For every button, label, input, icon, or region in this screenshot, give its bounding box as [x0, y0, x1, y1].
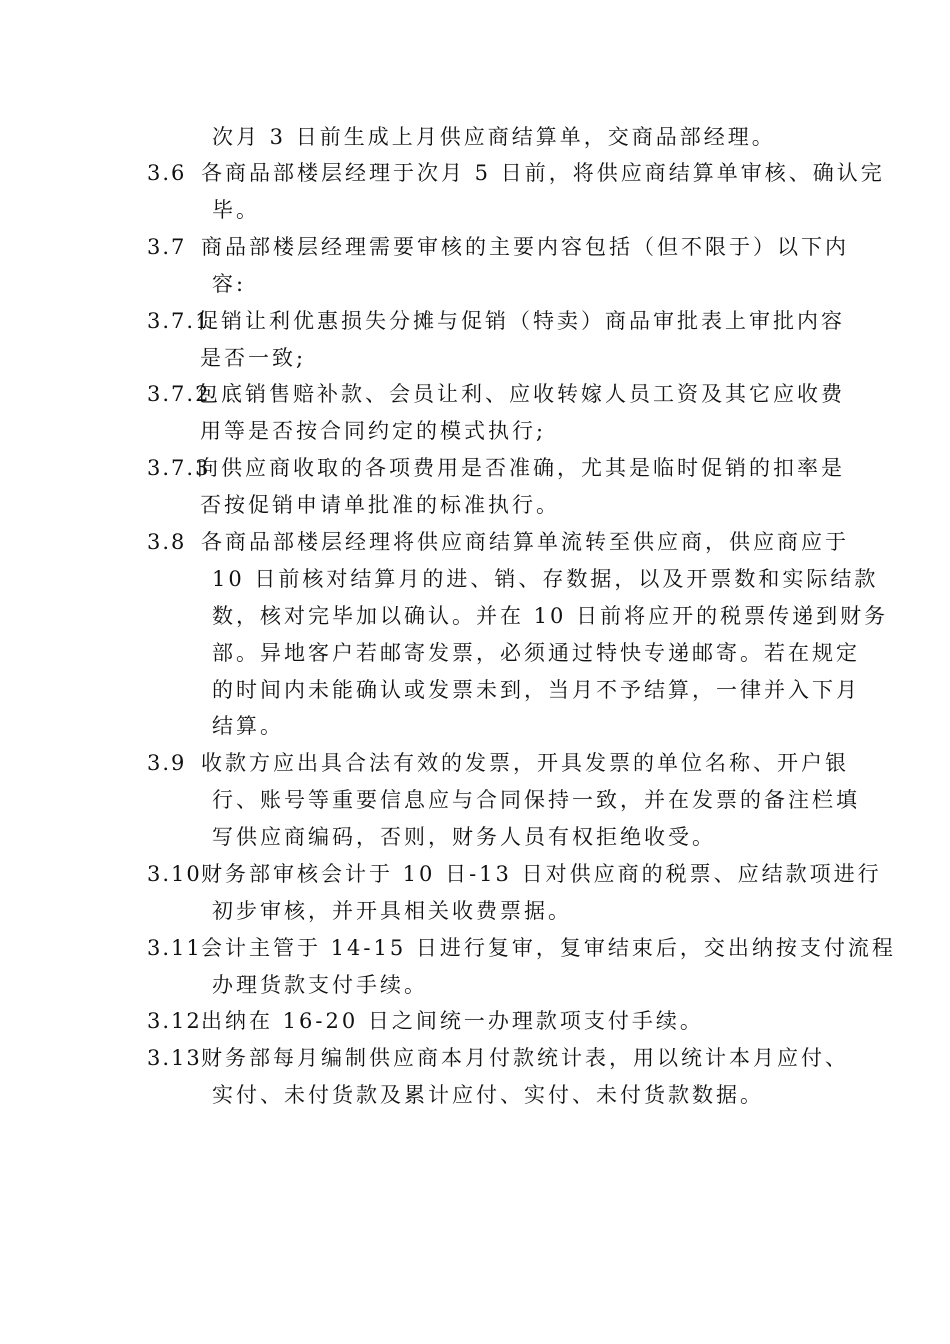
line-text: 商品部楼层经理需要审核的主要内容包括（但不限于）以下内: [201, 235, 849, 259]
line-text: 财务部审核会计于 10 日-13 日对供应商的税票、应结款项进行: [201, 862, 882, 886]
clause-number: 3.7.2: [147, 382, 211, 406]
line-text: 数，核对完毕加以确认。并在 10 日前将应开的税票传递到财务: [212, 604, 889, 628]
line-text: 毕。: [212, 198, 260, 222]
line-text: 部。异地客户若邮寄发票，必须通过特快专递邮寄。若在规定: [212, 641, 860, 665]
line-text: 次月 3 日前生成上月供应商结算单，交商品部经理。: [212, 125, 776, 149]
text-line: [212, 274, 246, 295]
clause-3-6: [147, 163, 885, 184]
line-text: 会计主管于 14-15 日进行复审，复审结束后，交出纳按支付流程: [201, 936, 896, 960]
clause-number: 3.7.1: [147, 309, 211, 333]
clause-3-8: [147, 532, 849, 553]
line-text: 写供应商编码，否则，财务人员有权拒绝收受。: [212, 825, 716, 849]
text-line: [212, 569, 878, 590]
text-line: [212, 975, 428, 996]
clause-number: 3.10: [147, 862, 202, 886]
text-line: [212, 606, 888, 627]
text-line: [212, 1085, 764, 1106]
line-text: 容:: [212, 272, 247, 296]
line-text: 收款方应出具合法有效的发票，开具发票的单位名称、开户银: [201, 751, 849, 775]
clause-number: 3.12: [147, 1009, 202, 1033]
clause-3-12: [147, 1011, 704, 1032]
clause-3-7: [147, 237, 849, 258]
line-text: 包底销售赔补款、会员让利、应收转嫁人员工资及其它应收费: [197, 382, 845, 406]
line-text: 办理货款支付手续。: [212, 973, 428, 997]
text-line: [212, 643, 860, 664]
line-text: 各商品部楼层经理于次月 5 日前，将供应商结算单审核、确认完: [201, 161, 885, 185]
clause-3-7-2: [147, 384, 845, 405]
clause-3-10: [147, 864, 882, 885]
clause-number: 3.7.3: [147, 456, 211, 480]
text-line: [212, 200, 260, 221]
clause-3-7-3: [147, 458, 845, 479]
text-line: [200, 421, 546, 442]
text-line: [200, 348, 306, 369]
text-line: [212, 127, 776, 148]
line-text: 促销让利优惠损失分摊与促销（特卖）商品审批表上审批内容: [197, 309, 845, 333]
text-line: [200, 495, 560, 516]
clause-number: 3.8: [147, 530, 187, 554]
line-text: 否按促销申请单批准的标准执行。: [200, 493, 560, 517]
line-text: 实付、未付货款及累计应付、实付、未付货款数据。: [212, 1083, 764, 1107]
clause-number: 3.11: [147, 936, 202, 960]
text-line: [212, 827, 716, 848]
clause-number: 3.9: [147, 751, 187, 775]
clause-3-13: [147, 1048, 849, 1069]
line-text: 10 日前核对结算月的进、销、存数据，以及开票数和实际结款: [212, 567, 879, 591]
clause-3-9: [147, 753, 849, 774]
line-text: 财务部每月编制供应商本月付款统计表，用以统计本月应付、: [201, 1046, 849, 1070]
clause-number: 3.13: [147, 1046, 202, 1070]
line-text: 初步审核，并开具相关收费票据。: [212, 899, 572, 923]
line-text: 行、账号等重要信息应与合同保持一致，并在发票的备注栏填: [212, 788, 860, 812]
line-text: 向供应商收取的各项费用是否准确，尤其是临时促销的扣率是: [197, 456, 845, 480]
line-text: 结算。: [212, 714, 284, 738]
line-text: 的时间内未能确认或发票未到，当月不予结算，一律并入下月: [212, 678, 860, 702]
text-line: [212, 716, 284, 737]
clause-3-7-1: [147, 311, 845, 332]
line-text: 各商品部楼层经理将供应商结算单流转至供应商，供应商应于: [201, 530, 849, 554]
line-text: 出纳在 16-20 日之间统一办理款项支付手续。: [201, 1009, 704, 1033]
clause-number: 3.6: [147, 161, 187, 185]
line-text: 是否一致;: [200, 346, 307, 370]
text-line: [212, 680, 860, 701]
line-text: 用等是否按合同约定的模式执行;: [200, 419, 547, 443]
clause-number: 3.7: [147, 235, 187, 259]
text-line: [212, 790, 860, 811]
clause-3-11: [147, 938, 896, 959]
text-line: [212, 901, 572, 922]
